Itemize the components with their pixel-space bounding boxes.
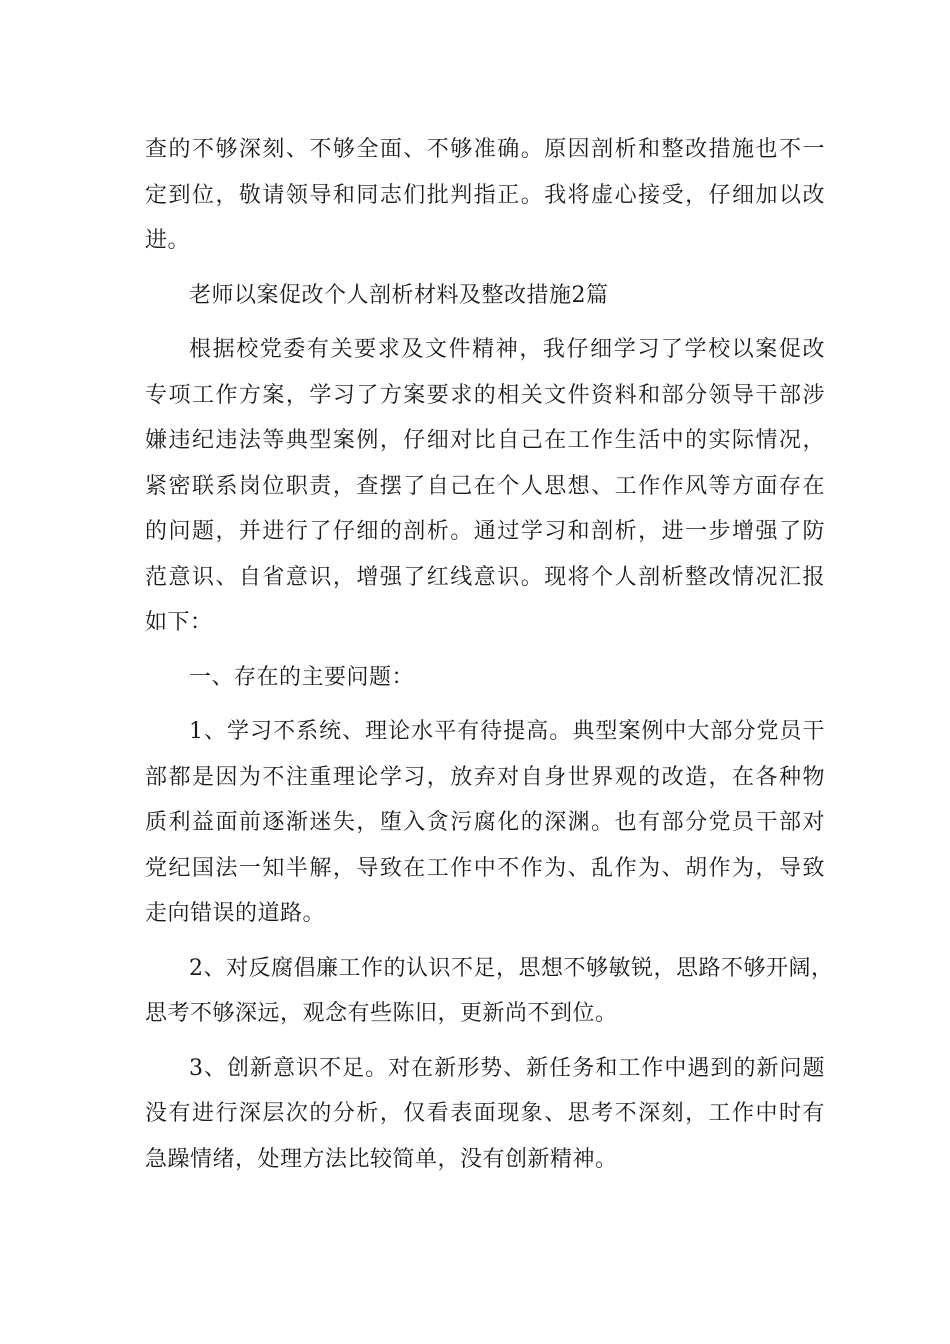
text-line: 查的不够深刻、不够全面、不够准确。原因剖析和整改措施也不一 xyxy=(145,137,825,162)
text-line: 定到位，敬请领导和同志们批判指正。我将虚心接受，仔细加以改 xyxy=(145,182,825,208)
paragraph-item-1 xyxy=(145,709,825,937)
text-line: 进。 xyxy=(145,228,191,253)
paragraph-gap xyxy=(145,937,825,946)
paragraph-gap xyxy=(145,1037,825,1046)
paragraph-gap xyxy=(145,700,825,709)
text-line: 急躁情绪，处理方法比较简单，没有创新精神。 xyxy=(145,1146,618,1172)
text-line: 质利益面前逐渐迷失，堕入贪污腐化的深渊。也有部分党员干部对 xyxy=(145,810,825,835)
text-line: 3、创新意识不足。对在新形势、新任务和工作中遇到的新问题 xyxy=(189,1055,825,1081)
document-body xyxy=(145,127,834,1182)
text-line: 的问题，并进行了仔细的剖析。通过学习和剖析，进一步增强了防 xyxy=(145,519,825,544)
text-line: 一、存在的主要问题： xyxy=(189,664,415,690)
text-line: 没有进行深层次的分析，仅看表面现象、思考不深刻，工作中时有 xyxy=(145,1101,825,1126)
paragraph-item-3 xyxy=(145,1046,825,1183)
text-line: 根据校党委有关要求及文件精神，我仔细学习了学校以案促改 xyxy=(189,337,825,362)
text-line: 部都是因为不注重理论学习，放弃对自身世界观的改造，在各种物 xyxy=(145,764,825,790)
paragraph-gap xyxy=(145,646,825,655)
text-line: 嫌违纪违法等典型案例，仔细对比自己在工作生活中的实际情况， xyxy=(145,428,825,453)
text-line: 紧密联系岗位职责，查摆了自己在个人思想、工作作风等方面存在 xyxy=(145,473,825,499)
text-line: 专项工作方案，学习了方案要求的相关文件资料和部分领导干部涉 xyxy=(145,382,825,408)
text-line: 2、对反腐倡廉工作的认识不足，思想不够敏锐，思路不够开阔， xyxy=(189,955,834,981)
text-line: 思考不够深远，观念有些陈旧，更新尚不到位。 xyxy=(145,1001,618,1026)
text-line: 如下： xyxy=(145,610,213,635)
paragraph-intro xyxy=(145,327,825,646)
text-line: 党纪国法一知半解，导致在工作中不作为、乱作为、胡作为，导致 xyxy=(145,855,825,881)
text-line: 范意识、自省意识，增强了红线意识。现将个人剖析整改情况汇报 xyxy=(145,564,825,590)
paragraph-item-2 xyxy=(145,946,834,1037)
section-heading xyxy=(145,273,825,319)
text-line: 1、学习不系统、理论水平有待提高。典型案例中大部分党员干 xyxy=(189,719,825,744)
paragraph-gap xyxy=(145,264,825,273)
paragraph-continuation xyxy=(145,127,825,264)
paragraph-gap xyxy=(145,318,825,327)
text-line: 走向错误的道路。 xyxy=(145,901,326,926)
subheading-problems xyxy=(145,655,825,701)
text-line: 老师以案促改个人剖析材料及整改措施2篇 xyxy=(189,282,609,308)
